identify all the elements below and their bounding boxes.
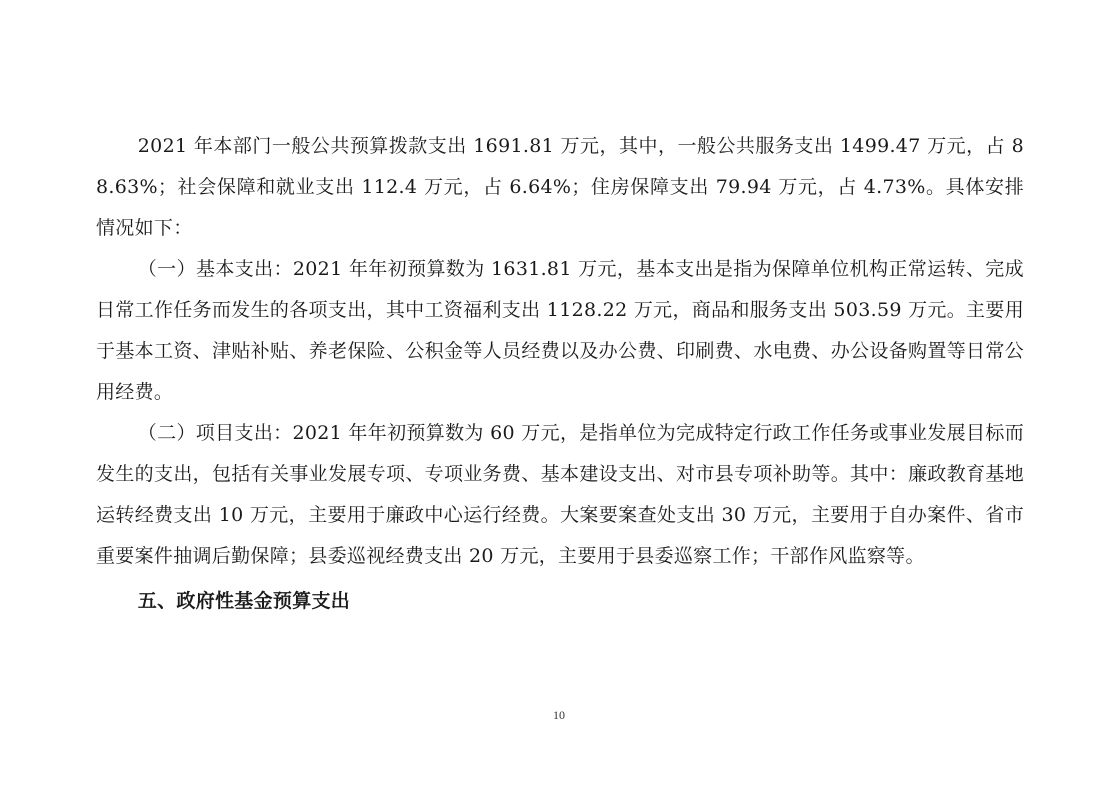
- section-heading: 五、政府性基金预算支出: [137, 590, 351, 612]
- paragraph-basic-expenditure: （一）基本支出：2021 年年初预算数为 1631.81 万元，基本支出是指为保障单位机构正常运转、完成日常工作任务而发生的各项支出，其中工资福利支出 1128.22 万元，商品和服务支出 503.59 万元。主要用于基本工资、津贴补贴、养老保险、公积金等人员经费以及办公费、印刷费、水电费、办公设备购置等日常公用经费。: [96, 258, 1024, 403]
- document-body: [96, 126, 1024, 622]
- paragraph-project-expenditure: （二）项目支出：2021 年年初预算数为 60 万元，是指单位为完成特定行政工作任务或事业发展目标而发生的支出，包括有关事业发展专项、专项业务费、基本建设支出、对市县专项补助等。其中：廉政教育基地运转经费支出 10 万元，主要用于廉政中心运行经费。大案要案查处支出 30 万元，主要用于自办案件、省市重要案件抽调后勤保障；县委巡视经费支出 20 万元，主要用于县委巡察工作；干部作风监察等。: [96, 422, 1024, 567]
- paragraph-budget-overview: 2021 年本部门一般公共预算拨款支出 1691.81 万元，其中，一般公共服务支出 1499.47 万元，占 88.63%；社会保障和就业支出 112.4 万元，占 6.64%；住房保障支出 79.94 万元，占 4.73%。具体安排情况如下：: [96, 135, 1024, 239]
- page-number: 10: [553, 708, 565, 722]
